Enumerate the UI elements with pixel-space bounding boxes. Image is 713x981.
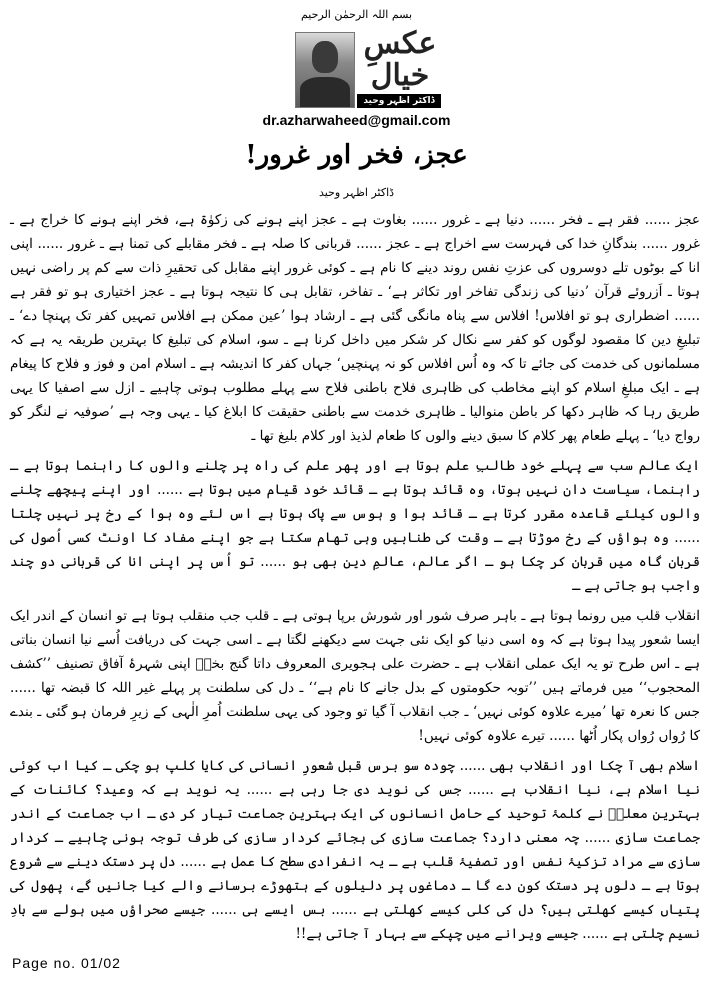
author-email[interactable]: dr.azharwaheed@gmail.com: [262, 112, 451, 128]
author-name-plate: ڈاکٹر اظہر وحید: [357, 94, 441, 108]
article-body: [10, 208, 700, 952]
article-title: عجز، فخر اور غرور!: [245, 140, 468, 170]
paragraph: انقلاب قلب میں رونما ہوتا ہے ـ باہر صرف شور اور شورش برپا ہوتی ہے ـ قلب جب منقلب ہوتا ہے تو انسان کے اندر ایک ایسا شعور پیدا ہوتا ہے کہ وہ اسی دنیا کو ایک نئی جہت سے دیکھنے لگتا ہے ـ اسی جہت کی دریافت اُسے نیا انسان بناتی ہے ـ اس طرح تو یہ ایک عملی انقلاب ہے ـ حضرت علی ہجویری المعروف داتا گنج بخشؒ اپنی شہرۂ آفاق تصنیف ’’کشف المحجوب‘‘ میں فرماتے ہیں ’’توبہ حکومتوں کے بدل جانے کا نام ہے‘‘ ـ دل کی سلطنت پر پہلے غیر اللہ کا قبضہ تھا ...... جس کا نعرہ تھا ’میرے علاوہ کوئی نہیں‘ ـ جب انقلاب آ گیا تو وجود کی یہی سلطنت اُمرِ الٰہی کے زیرِ فرمان ہو گئی ـ بندے کا رُواں رُواں پکار اُٹھا ...... تیرے علاوہ کوئی نہیں!: [10, 608, 700, 744]
column-masthead: [295, 26, 445, 112]
paragraph: اسلام بھی آ چکا اور انقلاب بھی ...... چودہ سو برس قبل شعورِ انسانی کی کایا کلپ ہو چکی ـ کیا اب کوئی نیا اسلام ہے، نیا انقلاب ہے ...... جس کی نوید دی جا رہی ہے ...... یہ نوید ہے کہ وعید؟ کائنات کے بہترین معلمؐ نے کلمۂ توحید کے حامل انسانوں کی ایک بہترین جماعت تیار کر دی ـ اب جماعت کے اندر جماعت سازی ...... چہ معنی دارد؟ جماعت سازی کی بجائے کردار سازی کی طرف توجہ ہونی چاہیے ـ کردار سازی سے مراد تزکیۂ نفس اور تصفیۂ قلب ہے ـ یہ انفرادی سطح کا عمل ہے ...... دل پر دستک دینے سے شروع ہوتا ہے ـ دلوں پر دستک کون دے گا ـ دماغوں پر دلیلوں کے ہتھوڑے برسانے والے کیا جانیں گے، پھول کی پتیاں کیسے کھلتی ہیں؟ دل کی کلی کیسے کھلتی ہے ...... بس ایسے ہی ...... جیسے صحراؤں میں ہولے سے بادِ نسیم چلتی ہے ...... جیسے ویرانے میں چپکے سے بہار آ جاتی ہے!!: [10, 758, 700, 942]
author-photo: [295, 32, 355, 108]
paragraph: عجز ...... فقر ہے ـ فخر ...... دنیا ہے ـ غرور ...... بغاوت ہے ـ عجز اپنے ہونے کی زکوٰۃ ہے، فخر اپنے ہونے کا خراج ہے ـ غرور ...... بندگانِ خدا کی فہرست سے اخراج ہے ـ عجز ...... قربانی کا صلہ ہے ـ فخر مقابلے کی تمنا ہے ـ غرور ...... اپنی انا کے بوٹوں تلے دوسروں کی عزتِ نفس روند دینے کا نام ہے ـ کوئی غرور اپنے مقابل کی تحقیرِ ذات سے کم پر راضی نہیں ہوتا ـ اَزروئے قرآن ’دنیا کی زندگی تفاخر اور تکاثر ہے‘ ـ تفاخر، تقابل ہی کا نتیجہ ہوتا ہے ـ عجز اختیاری ہو تو فقر ہے ...... اضطراری ہو تو افلاس! افلاس سے پناہ مانگی گئی ہے ـ ارشاد ہوا ’عین ممکن ہے افلاس تمہیں کفر تک پہنچا دے‘ ـ تبلیغِ دین کا مقصود لوگوں کو کفر سے نکال کر شکر میں داخل کرنا ہے ـ سو، اسلام کی تبلیغ کا بہترین طریقہ یہ ہے کہ مسلمانوں کی خدمت کی جائے تا کہ وہ اُس افلاس کو نہ پہنچیں‘ جہاں کفر کا اندیشہ ہے ـ اسلام امن و فوز و فلاح کا پیغام ہے ـ ایک مبلغِ اسلام کو اپنے مخاطب کی ظاہری فلاح باطنی فلاح سے پہلے مطلوب ہوتی چاہیے ـ ازل سے اصفیا کا یہی طریق رہا کہ ظاہر دکھا کر باطن منوالیا ـ ظاہری خدمت سے باطنی حقیقت کا ابلاغ کیا ـ یہی وجہ ہے ’صوفیہ نے لنگر کو رواج دیا‘ ـ پہلے طعام پھر کلام کا سبق دینے والوں کا طعام لذیذ اور کلام بلیغ تھا ـ: [10, 212, 700, 444]
column-logo: عکسِ خیال: [363, 26, 437, 93]
page-number: Page no. 01/02: [12, 955, 121, 971]
bismillah-heading: بسم اللہ الرحمٰن الرحیم: [300, 8, 413, 21]
paragraph: ایک عالم سب سے پہلے خود طالبِ علم ہوتا ہے اور پھر علم کی راہ پر چلنے والوں کا راہنما ہوتا ہے ـ راہنما، سیاست دان نہیں ہوتا، وہ قائد ہوتا ہے ـ قائد خود قیام میں ہوتا ہے ...... اور اپنے پیچھے چلنے والوں کیلئے قاعدہ مقرر کرتا ہے ـ قائد ہوا و ہوس سے پاک ہوتا ہے اس لئے وہ ہوا کے رخ پر نہیں چلتا ...... وہ ہواؤں کے رخ موڑتا ہے ـ وقت کی طنابیں وہی تھام سکتا ہے جو اپنے مفاد کا اونٹ کسی اُصول کی قربان گاہ میں قربان کر چکا ہو ـ اگر عالم، عالمِ دین بھی ہو ...... تو اُس پر اپنی انا کی قربانی دو چند واجب ہو جاتی ہے ـ: [10, 458, 700, 594]
article-author: ڈاکٹر اظہر وحید: [318, 186, 395, 199]
